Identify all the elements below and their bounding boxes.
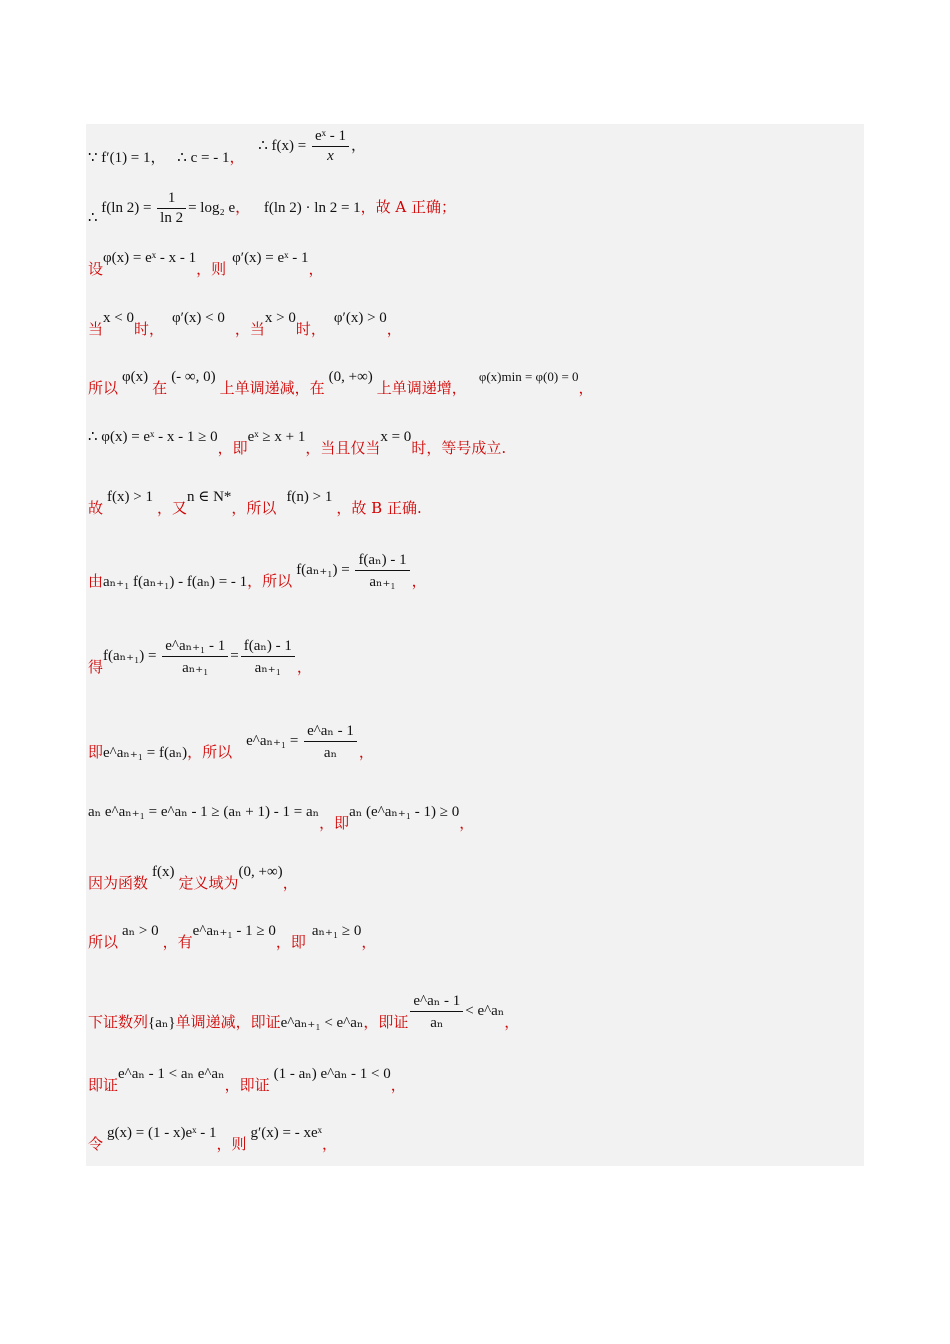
text: ，故 A 正确； [360,197,457,216]
math-expr: e^aₙ₊₁ = [246,732,303,749]
line-11 [88,804,475,833]
text: ，则 [196,260,227,278]
math-expr: f(x) [152,864,175,880]
punct: ， [235,197,251,216]
text: 即证 [88,1076,119,1094]
math-expr: (1 - aₙ) e^aₙ - 1 < 0 [273,1066,391,1082]
line-10 [88,723,374,774]
math-expr: {aₙ} [148,1014,176,1031]
text: 所以 [88,379,119,397]
punct: ， [229,147,245,166]
text: ，故 B 正确. [336,499,422,517]
math-expr: φ′(x) = eˣ - 1 [232,250,309,266]
text: ，所以 [231,499,277,517]
text: 单调递减，即证 [175,1012,281,1031]
line-4 [88,310,402,339]
math-expr: aₙ e^aₙ₊₁ = e^aₙ - 1 ≥ (aₙ + 1) - 1 = aₙ [88,804,320,820]
math-expr: x < 0 [103,310,134,326]
punct: ， [296,657,312,676]
punct: ， [282,874,298,892]
math-expr: x = 0 [380,429,412,445]
line-15 [88,1066,406,1095]
punct: ， [390,1076,406,1094]
math-expr: φ′(x) < 0 [172,310,225,326]
math-expr: < e^aₙ [465,1002,505,1019]
math-expr: f(x) > 1 [107,489,153,505]
text: 由 [88,571,104,590]
line-16 [88,1125,337,1154]
text: 设 [88,260,104,278]
text: 下证数列 [88,1012,149,1031]
text: ，则 [216,1135,247,1153]
line-3 [88,250,324,279]
line-14 [88,993,520,1044]
punct: ， [350,135,366,154]
fraction: $\frac{\text{f(aₙ) - 1}}{\text{aₙ₊₁}}$ [241,636,295,677]
fraction: $\frac{\text{f(aₙ) - 1}}{\text{aₙ₊₁}}$ [355,550,409,591]
text: ，当 [234,320,265,338]
text: ，所以 [187,742,233,761]
text: 令 [88,1135,104,1153]
math-expr: f(aₙ₊₁) = [103,647,161,664]
text: 时， [295,320,326,338]
punct: ， [358,742,374,761]
fraction: $\frac{\text{e\textasciicircum{}aₙ - 1}}{\text{aₙ}}$ [410,991,463,1032]
text: ，即证 [363,1012,409,1031]
text: ，有 [162,933,193,951]
punct: ， [150,147,166,166]
fraction: $\frac{\text{e\textasciicircum{}aₙ - 1}}{\text{aₙ}}$ [304,721,357,762]
math-expr: ∴ c = - 1 [177,149,230,166]
text: ，当且仅当 [305,439,381,457]
text: 在 [152,379,168,397]
text: 即 [88,742,104,761]
math-expr: aₙ₊₁ f(aₙ₊₁) - f(aₙ) = - 1 [103,573,248,590]
line-8 [88,552,427,603]
punct: ， [321,1135,337,1153]
fraction: $\frac{\text{eˣ - 1}}{x}$ [312,128,349,165]
punct: ， [361,933,377,951]
line-7 [88,489,422,518]
math-expr: ∵ f′(1) = 1 [88,149,151,166]
punct: ， [578,379,594,397]
math-expr: ∴ φ(x) = eˣ - x - 1 ≥ 0 [88,429,218,445]
text: ，即 [319,814,350,832]
math-expr: f(aₙ₊₁) = [296,561,354,578]
text: ，所以 [247,571,293,590]
math-expr: f(ln 2) = [101,199,156,216]
line-9 [88,638,312,689]
text: 得 [88,657,104,676]
line-6 [88,429,507,458]
punct: ， [386,320,402,338]
text: 因为函数 [88,874,149,892]
fraction: $\frac{1}{\ln 2}$ [157,190,186,227]
equals: = [230,647,239,664]
math-expr: f(ln 2) · ln 2 = 1 [263,199,361,216]
math-expr: n ∈ N* [186,489,232,505]
text: 时， [133,320,164,338]
math-expr: e^aₙ₊₁ < e^aₙ [280,1014,364,1031]
punct: ， [504,1012,520,1031]
punct: ， [308,260,324,278]
text: 时，等号成立. [411,439,507,457]
math-expr: aₙ₊₁ ≥ 0 [311,923,362,939]
math-expr: eˣ ≥ x + 1 [247,429,306,445]
fraction: $\frac{\text{e\textasciicircum{}aₙ₊₁ - 1}}{\text{aₙ₊₁}}$ [162,636,228,677]
math-expr: aₙ (e^aₙ₊₁ - 1) ≥ 0 [349,804,460,820]
line-5 [88,369,594,398]
text: ，即 [217,439,248,457]
punct: ， [411,571,427,590]
math-expr: e^aₙ₊₁ = f(aₙ) [103,744,188,761]
math-expr: φ(x)min = φ(0) = 0 [478,369,579,384]
text: 故 [88,499,104,517]
math-expr: (0, +∞) [238,864,283,880]
text: ，又 [156,499,187,517]
text: 上单调递增， [376,379,467,397]
math-expr: = log₂ e [188,199,236,216]
math-expr: e^aₙ - 1 < aₙ e^aₙ [118,1066,225,1082]
math-expr: g(x) = (1 - x)eˣ - 1 [107,1125,217,1141]
math-expr: aₙ > 0 [122,923,159,939]
math-expr: (- ∞, 0) [171,369,216,385]
math-expr: ∴ f(x) = [258,137,310,154]
line-12 [88,864,298,893]
text: ，即证 [224,1076,270,1094]
text: 定义域为 [178,874,239,892]
text: 所以 [88,933,119,951]
line-1 [88,128,366,177]
math-expr: g′(x) = - xeˣ [250,1125,322,1141]
punct: ， [459,814,475,832]
math-expr: (0, +∞) [328,369,373,385]
math-expr: φ′(x) > 0 [333,310,387,326]
math-expr: f(n) > 1 [286,489,333,505]
text: 当 [88,320,104,338]
line-13 [88,923,377,952]
math-expr: e^aₙ₊₁ - 1 ≥ 0 [192,923,276,939]
math-expr: x > 0 [264,310,296,326]
text: ，即 [275,933,306,951]
math-expr: ∴ [88,209,98,226]
line-2 [88,190,456,227]
math-expr: φ(x) [122,369,149,385]
text: 上单调递减，在 [219,379,325,397]
math-expr: φ(x) = eˣ - x - 1 [103,250,197,266]
